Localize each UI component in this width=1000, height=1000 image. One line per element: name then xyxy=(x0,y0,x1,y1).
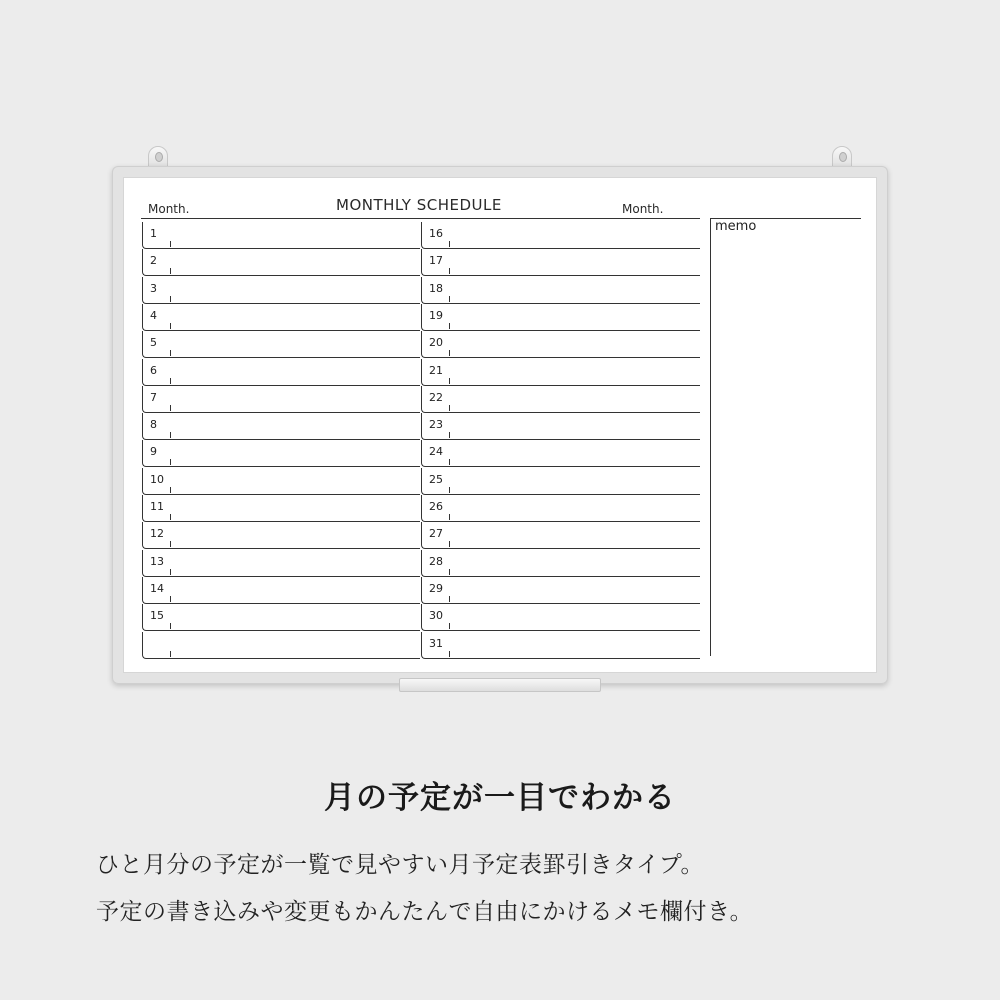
schedule-row xyxy=(142,331,420,358)
schedule-row xyxy=(142,386,420,413)
schedule-row xyxy=(421,413,700,440)
schedule-row xyxy=(142,249,420,276)
row-divider-tick xyxy=(449,378,450,384)
day-number: 15 xyxy=(150,609,164,623)
row-divider-tick xyxy=(449,541,450,547)
memo-label: memo xyxy=(715,219,757,234)
schedule-row xyxy=(142,304,420,331)
description-line-1: ひと月分の予定が一覧で見やすい月予定表罫引きタイプ。 xyxy=(96,852,705,878)
day-number: 10 xyxy=(150,472,164,486)
row-divider-tick xyxy=(170,541,171,547)
row-divider-tick xyxy=(170,596,171,602)
schedule-row xyxy=(142,550,420,577)
day-number: 4 xyxy=(150,308,157,322)
schedule-row xyxy=(421,386,700,413)
month-line-left xyxy=(141,218,420,219)
schedule-row xyxy=(421,632,700,659)
day-number: 28 xyxy=(429,554,443,568)
row-divider-tick xyxy=(449,323,450,329)
schedule-row xyxy=(421,495,700,522)
row-divider-tick xyxy=(449,514,450,520)
schedule-row xyxy=(142,495,420,522)
day-number: 24 xyxy=(429,445,443,459)
day-number: 19 xyxy=(429,308,443,322)
schedule-row xyxy=(421,359,700,386)
row-divider-tick xyxy=(449,350,450,356)
day-number: 6 xyxy=(150,363,157,377)
day-number: 29 xyxy=(429,581,443,595)
day-number: 25 xyxy=(429,472,443,486)
day-number: 5 xyxy=(150,336,157,350)
schedule-row xyxy=(421,331,700,358)
row-divider-tick xyxy=(449,596,450,602)
day-number: 26 xyxy=(429,500,443,513)
headline: 月の予定が一目でわかる xyxy=(324,780,676,816)
day-number: 31 xyxy=(429,636,443,650)
row-divider-tick xyxy=(170,405,171,411)
month-label-right: Month. xyxy=(622,202,664,216)
row-divider-tick xyxy=(449,296,450,302)
row-divider-tick xyxy=(449,405,450,411)
board-title: MONTHLY SCHEDULE xyxy=(336,196,502,214)
schedule-row xyxy=(421,304,700,331)
day-number: 20 xyxy=(429,336,443,350)
schedule-row xyxy=(421,277,700,304)
schedule-row xyxy=(421,249,700,276)
day-number: 3 xyxy=(150,281,157,295)
schedule-row xyxy=(421,468,700,495)
row-divider-tick xyxy=(170,459,171,465)
row-divider-tick xyxy=(170,378,171,384)
day-number: 11 xyxy=(150,500,164,513)
schedule-row xyxy=(142,632,420,659)
day-number: 21 xyxy=(429,363,443,377)
row-divider-tick xyxy=(449,651,450,657)
day-number: 23 xyxy=(429,418,443,432)
row-divider-tick xyxy=(170,569,171,575)
day-number: 18 xyxy=(429,281,443,295)
row-divider-tick xyxy=(449,569,450,575)
row-divider-tick xyxy=(449,623,450,629)
day-number: 13 xyxy=(150,554,164,568)
day-number: 2 xyxy=(150,254,157,268)
day-number: 17 xyxy=(429,254,443,268)
row-divider-tick xyxy=(170,487,171,493)
day-number: 7 xyxy=(150,390,157,404)
schedule-row xyxy=(142,577,420,604)
schedule-row xyxy=(421,440,700,467)
day-number: 12 xyxy=(150,527,164,541)
marker-tray xyxy=(399,678,601,692)
day-number: 30 xyxy=(429,609,443,623)
row-divider-tick xyxy=(170,623,171,629)
day-number: 14 xyxy=(150,581,164,595)
memo-box xyxy=(710,218,861,656)
schedule-row xyxy=(142,277,420,304)
day-number: 22 xyxy=(429,390,443,404)
schedule-row xyxy=(421,604,700,631)
row-divider-tick xyxy=(449,241,450,247)
schedule-row xyxy=(421,522,700,549)
row-divider-tick xyxy=(449,487,450,493)
row-divider-tick xyxy=(170,651,171,657)
row-divider-tick xyxy=(170,323,171,329)
schedule-row xyxy=(142,604,420,631)
day-number: 9 xyxy=(150,445,157,459)
schedule-row xyxy=(421,222,700,249)
row-divider-tick xyxy=(170,241,171,247)
row-divider-tick xyxy=(449,268,450,274)
row-divider-tick xyxy=(170,432,171,438)
schedule-row xyxy=(142,522,420,549)
day-number: 1 xyxy=(150,227,157,240)
schedule-row xyxy=(142,222,420,249)
schedule-row xyxy=(421,577,700,604)
day-number: 16 xyxy=(429,227,443,240)
schedule-row xyxy=(421,550,700,577)
row-divider-tick xyxy=(449,432,450,438)
schedule-row xyxy=(142,359,420,386)
day-number: 8 xyxy=(150,418,157,432)
row-divider-tick xyxy=(449,459,450,465)
row-divider-tick xyxy=(170,296,171,302)
month-line-right xyxy=(420,218,700,219)
schedule-row xyxy=(142,440,420,467)
day-number: 27 xyxy=(429,527,443,541)
month-label-left: Month. xyxy=(148,202,190,216)
schedule-row xyxy=(142,413,420,440)
description-line-2: 予定の書き込みや変更もかんたんで自由にかけるメモ欄付き。 xyxy=(96,899,754,925)
schedule-row xyxy=(142,468,420,495)
row-divider-tick xyxy=(170,268,171,274)
row-divider-tick xyxy=(170,350,171,356)
row-divider-tick xyxy=(170,514,171,520)
